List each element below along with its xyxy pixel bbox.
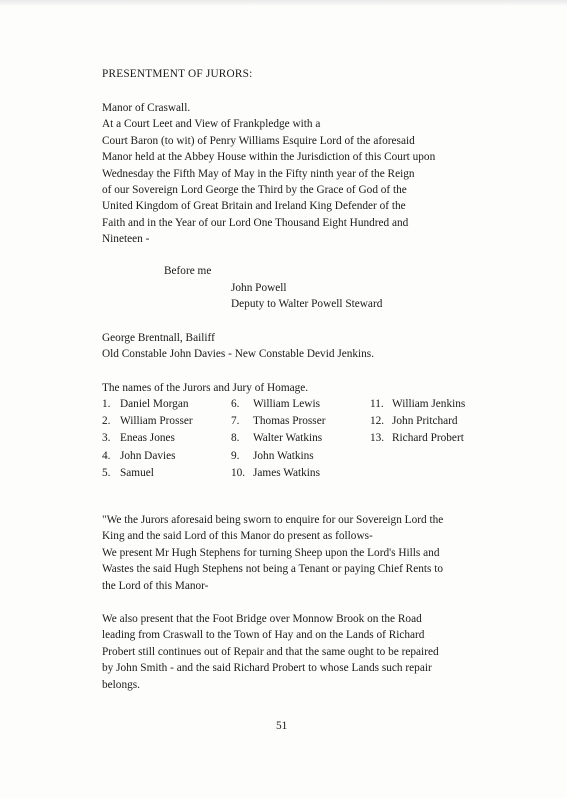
juror-entry (231, 448, 325, 465)
statement-line: leading from Craswall to the Town of Hay and on the Lands of Richard (102, 629, 425, 642)
jurors-column-1 (102, 396, 193, 482)
statement-line: belongs. (102, 678, 140, 691)
juror-entry (370, 413, 465, 430)
page-number: 51 (276, 720, 288, 732)
statement-line: by John Smith - and the said Richard Probert to whose Lands such repair (102, 662, 432, 675)
juror-name: Thomas Prosser (253, 415, 326, 428)
juror-name: William Lewis (253, 398, 320, 410)
juror-number: 4. (102, 449, 111, 462)
juror-entry (231, 465, 325, 482)
juror-name: John Watkins (253, 449, 314, 462)
jurors-column-2 (231, 396, 325, 482)
juror-number: 6. (231, 398, 240, 410)
manor-line: Nineteen - (102, 233, 150, 246)
juror-entry (102, 465, 193, 482)
juror-number: 1. (102, 398, 111, 410)
manor-line: Wednesday the Fifth May of May in the Fifty ninth year of the Reign (102, 167, 415, 180)
juror-number: 11. (370, 398, 384, 410)
constables-line: Old Constable John Davies - New Constable Devid Jenkins. (102, 348, 375, 360)
scan-edge (0, 0, 567, 6)
manor-line: Manor of Craswall. (102, 102, 191, 114)
presentment-paragraph-1 (102, 512, 443, 594)
juror-name: Daniel Morgan (120, 398, 189, 410)
juror-number: 5. (102, 466, 111, 479)
manor-line: At a Court Leet and View of Frankpledge with a (102, 118, 321, 131)
manor-line: Court Baron (to wit) of Penry Williams Esquire Lord of the aforesaid (102, 134, 415, 147)
statement-line: We present Mr Hugh Stephens for turning Sheep upon the Lord's Hills and (102, 546, 440, 559)
jurors-column-3 (370, 396, 465, 448)
juror-number: 8. (231, 432, 240, 445)
juror-name: William Prosser (120, 415, 193, 428)
statement-line: King and the said Lord of this Manor do present as follows- (102, 530, 373, 543)
juror-entry (231, 396, 325, 413)
jurors-heading: The names of the Jurors and Jury of Homage. (102, 382, 309, 394)
official-title: Deputy to Walter Powell Steward (231, 298, 383, 310)
statement-line: Probert still continues out of Repair and that the same ought to be repaired (102, 645, 439, 658)
juror-name: Richard Probert (392, 432, 464, 445)
statement-line: the Lord of this Manor- (102, 579, 209, 592)
before-me-label: Before me (164, 265, 212, 277)
statement-line: We also present that the Foot Bridge over Monnow Brook on the Road (102, 613, 422, 625)
juror-entry (231, 413, 325, 430)
juror-name: Samuel (120, 466, 154, 479)
statement-line: "We the Jurors aforesaid being sworn to enquire for our Sovereign Lord the (102, 514, 444, 526)
juror-number: 7. (231, 415, 240, 428)
juror-entry (370, 396, 465, 413)
page-heading: PRESENTMENT OF JURORS: (102, 68, 253, 80)
manor-paragraph (102, 100, 435, 248)
presentment-paragraph-2 (102, 611, 439, 693)
official-name: John Powell (231, 282, 287, 294)
juror-name: John Pritchard (392, 415, 458, 428)
juror-name: Eneas Jones (120, 432, 175, 445)
juror-entry (102, 448, 193, 465)
juror-entry (231, 430, 325, 447)
juror-number: 10. (231, 466, 246, 479)
juror-number: 13. (370, 432, 385, 445)
manor-line: of our Sovereign Lord George the Third by the Grace of God of the (102, 184, 407, 197)
juror-name: John Davies (120, 449, 176, 462)
juror-name: James Watkins (253, 466, 320, 479)
juror-entry (370, 430, 465, 447)
bailiff-line: George Brentnall, Bailiff (102, 332, 215, 344)
juror-name: Walter Watkins (253, 432, 323, 445)
juror-number: 9. (231, 449, 240, 462)
manor-line: Faith and in the Year of our Lord One Thousand Eight Hundred and (102, 216, 409, 229)
manor-line: United Kingdom of Great Britain and Ireland King Defender of the (102, 200, 406, 213)
statement-line: Wastes the said Hugh Stephens not being a Tenant or paying Chief Rents to (102, 563, 444, 576)
juror-entry (102, 396, 193, 413)
juror-number: 2. (102, 415, 111, 428)
juror-name: William Jenkins (392, 398, 466, 410)
juror-number: 3. (102, 432, 111, 445)
juror-entry (102, 413, 193, 430)
juror-entry (102, 430, 193, 447)
juror-number: 12. (370, 415, 385, 428)
manor-line: Manor held at the Abbey House within the Jurisdiction of this Court upon (102, 151, 436, 164)
